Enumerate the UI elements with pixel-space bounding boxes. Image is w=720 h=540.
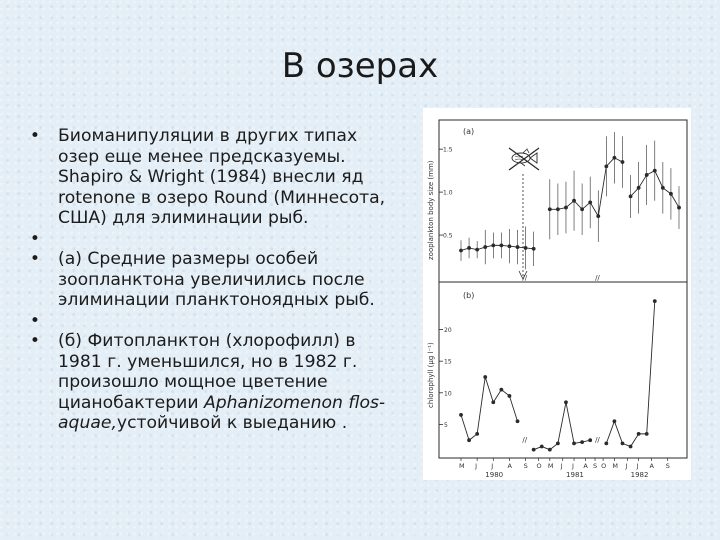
data-point — [459, 249, 463, 253]
month-label: J — [572, 462, 574, 470]
bullet-1-line-1: Биоманипуляции в других типах — [58, 126, 358, 146]
data-point — [491, 243, 495, 247]
data-point — [580, 207, 584, 211]
panel-b-label: (b) — [463, 291, 475, 300]
data-point — [588, 438, 592, 442]
slide-title: В озерах — [281, 46, 439, 86]
data-point — [637, 432, 641, 436]
panel-b-frame — [439, 282, 687, 458]
bullet-3-line-1: (б) Фитопланктон (хлорофилл) в — [58, 331, 356, 351]
month-label: A — [507, 462, 512, 470]
month-label: J — [560, 462, 563, 470]
data-point — [467, 246, 471, 250]
bullet-dot: • — [29, 126, 41, 146]
data-point — [516, 245, 520, 249]
month-label: A — [583, 462, 588, 470]
bullet-1-line-4: rotenone в озеро Round (Миннесота, — [58, 187, 386, 208]
month-label: J — [475, 462, 478, 470]
month-label: O — [536, 462, 542, 470]
data-point — [645, 432, 649, 436]
data-point — [637, 186, 641, 190]
data-point — [475, 432, 479, 436]
bullet-3-line-3: произошло мощное цветение — [58, 372, 328, 392]
y-tick-label-b: 5 — [444, 421, 448, 429]
month-label: S — [593, 462, 598, 470]
month-label: M — [612, 462, 619, 470]
data-point — [629, 445, 633, 449]
data-point — [508, 244, 512, 248]
data-point — [645, 173, 649, 177]
bullet-item-1 — [28, 126, 418, 229]
bullet-list — [28, 126, 418, 434]
data-point — [516, 419, 520, 423]
month-label: J — [636, 462, 639, 470]
data-point — [653, 169, 657, 173]
data-point — [580, 440, 584, 444]
series-b-line — [606, 301, 654, 446]
series-b — [459, 299, 657, 451]
series-a-line — [550, 158, 623, 216]
data-point — [613, 419, 617, 423]
data-point — [572, 441, 576, 445]
year-label: 1982 — [630, 471, 649, 479]
series-b-line — [461, 377, 518, 440]
data-point — [669, 192, 673, 196]
y-ticks-b — [439, 327, 452, 429]
bullet-item-2 — [28, 249, 418, 311]
bullet-item-3 — [28, 331, 418, 434]
y-axis-label-a: zooplankton body size (mm) — [427, 160, 435, 260]
data-point — [629, 195, 633, 199]
bullet-item-empty-1 — [28, 229, 418, 250]
y-ticks-a — [439, 147, 453, 240]
bullet-3-line-4-prefix: цианобактерии — [58, 392, 204, 413]
panel-a-frame — [439, 120, 687, 282]
bullet-dot: • — [29, 228, 41, 249]
fish-icon — [509, 148, 539, 170]
data-point — [596, 214, 600, 218]
data-point — [548, 448, 552, 452]
data-point — [548, 207, 552, 211]
axis-break-mark-b: // — [595, 436, 600, 444]
month-label: M — [459, 462, 465, 470]
panel-a — [427, 120, 687, 282]
bullet-item-empty-2 — [28, 311, 418, 332]
data-point — [588, 201, 592, 205]
bullet-3-line-5-rest: устойчивой к выеданию . — [116, 413, 348, 433]
axis-break-mark-a: // — [595, 274, 600, 282]
y-axis-label-b: chlorophyll (µg l⁻¹) — [427, 342, 435, 408]
data-point — [491, 400, 495, 404]
data-point — [499, 243, 503, 247]
species-name-italic-2: aquae, — [58, 413, 117, 433]
data-point — [564, 400, 568, 404]
data-point — [572, 199, 576, 203]
data-point — [532, 448, 536, 452]
data-point — [467, 438, 471, 442]
bullet-dot: • — [29, 331, 41, 351]
y-tick-label-b: 15 — [444, 358, 452, 366]
month-label: M — [547, 462, 554, 470]
year-label: 1980 — [485, 471, 504, 479]
data-point — [483, 245, 487, 249]
data-point — [613, 156, 617, 160]
year-label: 1981 — [566, 471, 584, 479]
data-point — [653, 299, 657, 303]
axis-break-mark-b: // — [522, 436, 528, 444]
bullet-dot: • — [29, 310, 41, 331]
y-tick-label-a: 1.0 — [443, 189, 453, 197]
bullet-3-line-2: 1981 г. уменьшился, но в 1982 г. — [58, 351, 358, 372]
month-label: S — [665, 462, 670, 470]
bullet-1-line-3: Shapiro & Wright (1984) внесли яд — [58, 167, 364, 187]
y-tick-label-a: 1.5 — [443, 146, 453, 154]
y-tick-label-a: 0.5 — [443, 232, 453, 240]
data-point — [483, 375, 487, 379]
species-name-italic-1: Aphanizomenon flos- — [203, 392, 386, 413]
bullet-dot: • — [29, 249, 41, 269]
data-point — [556, 207, 560, 211]
month-label: O — [601, 462, 607, 470]
y-tick-label-b: 20 — [444, 327, 452, 335]
month-label: J — [625, 462, 628, 470]
y-tick-label-b: 10 — [444, 390, 452, 398]
data-point — [499, 388, 503, 392]
month-label: A — [649, 462, 655, 470]
data-point — [524, 246, 528, 250]
data-point — [475, 248, 479, 252]
data-point — [604, 164, 608, 168]
bullet-2-line-2: зоопланктона увеличились после — [58, 269, 365, 290]
panel-b — [427, 282, 687, 458]
data-point — [604, 441, 608, 445]
data-point — [556, 441, 560, 445]
data-point — [532, 247, 536, 251]
data-point — [540, 445, 544, 449]
series-a — [459, 132, 681, 282]
data-point — [508, 394, 512, 398]
panel-a-label: (a) — [463, 127, 475, 136]
month-label: S — [523, 462, 528, 470]
data-point — [677, 206, 681, 210]
bullet-2-line-3: элиминации планктоноядных рыб. — [58, 290, 375, 310]
bullet-1-line-5: США) для элиминации рыб. — [58, 208, 309, 228]
data-point — [459, 413, 463, 417]
figure-chart-svg — [423, 108, 691, 480]
data-point — [564, 206, 568, 210]
bullet-2-line-1: (а) Средние размеры особей — [58, 249, 319, 269]
figure-panel — [423, 108, 691, 480]
axis-break-mark-a: // — [522, 274, 528, 282]
month-label: J — [491, 462, 494, 470]
data-point — [661, 186, 665, 190]
data-point — [621, 160, 625, 164]
data-point — [621, 441, 625, 445]
bullet-1-line-2: озер еще менее предсказуемы. — [58, 146, 346, 167]
x-axis — [459, 458, 670, 479]
